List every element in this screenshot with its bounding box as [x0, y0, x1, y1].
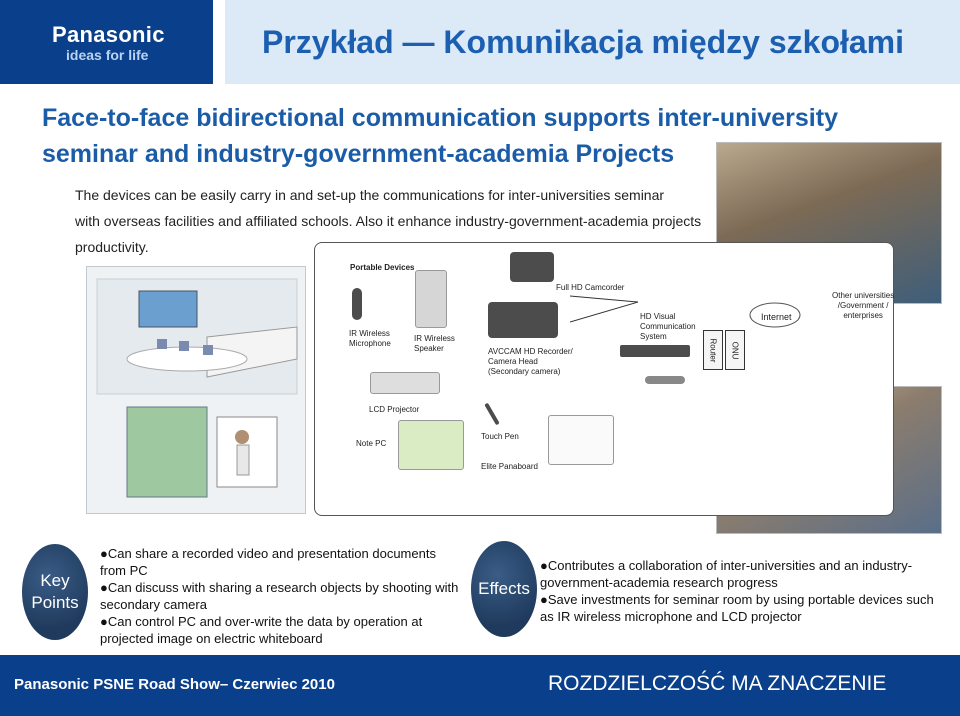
effects-list — [540, 557, 950, 625]
classroom-drawing — [87, 267, 307, 515]
panaboard-icon — [548, 415, 614, 465]
speaker-icon — [415, 270, 447, 328]
recorder-line-1: AVCCAM HD Recorder/ — [488, 347, 573, 356]
effect-line-4: as IR wireless microphone and LCD projector — [540, 609, 802, 624]
logo-wordmark: Panasonic — [52, 22, 165, 47]
ir-mic-label — [349, 329, 391, 349]
laptop-icon — [398, 420, 464, 470]
router-box — [703, 330, 723, 370]
projector-icon — [370, 372, 440, 394]
key-point-line-2: from PC — [100, 563, 148, 578]
key-point-line-1: ●Can share a recorded video and presentation documents — [100, 546, 436, 561]
logo-tagline: ideas for life — [66, 47, 149, 63]
recorder-icon — [488, 302, 558, 338]
key-points-label-1: Key — [40, 571, 70, 590]
effect-line-2: government-academia research progress — [540, 575, 778, 590]
panasonic-logo — [0, 0, 213, 84]
onu-label: ONU — [730, 341, 740, 359]
camcorder-icon — [510, 252, 554, 282]
onu-box — [725, 330, 745, 370]
hd-visual-unit-icon — [620, 345, 690, 357]
portable-devices-label: Portable Devices — [350, 263, 415, 272]
touch-pen-label: Touch Pen — [481, 432, 519, 441]
headline-line-1: Face-to-face bidirectional communication supports inter-university — [42, 104, 838, 132]
footer-slogan: ROZDZIELCZOŚĆ MA ZNACZENIE — [548, 672, 887, 695]
hd-visual-line-3: System — [640, 332, 667, 341]
effects-badge — [471, 541, 537, 637]
recorder-line-3: (Secondary camera) — [488, 367, 561, 376]
ir-speaker-line-1: IR Wireless — [414, 334, 455, 343]
panaboard-label: Elite Panaboard — [481, 462, 538, 471]
ir-mic-line-2: Microphone — [349, 339, 391, 348]
note-pc-label: Note PC — [356, 439, 387, 448]
classroom-illustration — [86, 266, 306, 514]
cloud-icon — [748, 300, 802, 330]
internet-label: Internet — [761, 312, 792, 322]
other-line-2: /Government / — [837, 301, 889, 310]
remote-control-icon — [645, 376, 685, 384]
key-points-label-2: Points — [31, 593, 79, 612]
recorder-label — [488, 347, 573, 377]
router-label: Router — [708, 337, 718, 363]
key-point-line-5: ●Can control PC and over-write the data by operation at — [100, 614, 423, 629]
ir-mic-line-1: IR Wireless — [349, 329, 390, 338]
page-title: Przykład — Komunikacja między szkołami — [262, 24, 905, 60]
other-line-3: enterprises — [843, 311, 883, 320]
key-points-list — [100, 545, 480, 647]
effects-label: Effects — [478, 579, 530, 598]
other-universities-label — [832, 291, 894, 321]
lcd-projector-label: LCD Projector — [369, 405, 420, 414]
footer-event: Panasonic PSNE Road Show– Czerwiec 2010 — [14, 676, 335, 693]
microphone-icon — [352, 288, 362, 320]
ir-speaker-label — [414, 334, 455, 354]
intro-line-1: The devices can be easily carry in and set-up the communications for inter-universities seminar — [75, 187, 665, 203]
camcorder-label: Full HD Camcorder — [556, 283, 625, 292]
key-point-line-4: secondary camera — [100, 597, 207, 612]
other-line-1: Other universities — [832, 291, 895, 300]
recorder-line-2: Camera Head — [488, 357, 538, 366]
key-point-line-6: projected image on electric whiteboard — [100, 631, 323, 646]
hd-visual-line-2: Communication — [640, 322, 696, 331]
ir-speaker-line-2: Speaker — [414, 344, 444, 353]
hd-visual-label — [640, 312, 696, 342]
effect-line-1: ●Contributes a collaboration of inter-universities and an industry- — [540, 558, 913, 573]
intro-line-2: with overseas facilities and affiliated schools. Also it enhance industry-government-academia projects — [75, 213, 702, 229]
effect-line-3: ●Save investments for seminar room by using portable devices such — [540, 592, 934, 607]
headline-line-2: seminar and industry-government-academia Projects — [42, 140, 675, 168]
connection-lines — [570, 290, 640, 330]
key-points-badge — [22, 544, 88, 640]
key-point-line-3: ●Can discuss with sharing a research objects by shooting with — [100, 580, 459, 595]
hd-visual-line-1: HD Visual — [640, 312, 676, 321]
intro-line-3: productivity. — [75, 239, 149, 255]
